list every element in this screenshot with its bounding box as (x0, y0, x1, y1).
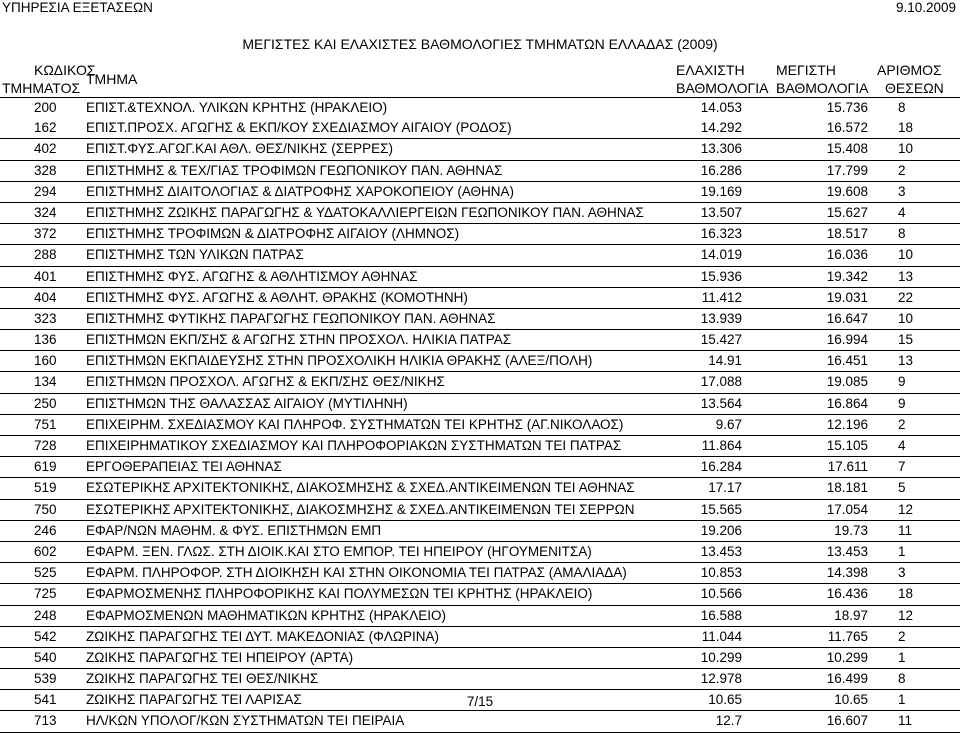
cell-code: 542 (34, 628, 57, 644)
cell-seats: 22 (898, 289, 914, 305)
cell-max-score: 13.453 (826, 543, 868, 559)
cell-max-score: 15.105 (826, 438, 868, 453)
table-row (0, 394, 960, 415)
cell-code: 134 (34, 374, 57, 390)
cell-dept: ΗΛ/ΚΩΝ ΥΠΟΛΟΓ/ΚΩΝ ΣΥΣΤΗΜΑΤΩΝ ΤΕΙ ΠΕΙΡΑΙΑ (86, 713, 405, 729)
cell-dept: ΕΠΙΣΤΗΜΗΣ & ΤΕΧ/ΓΙΑΣ ΤΡΟΦΙΜΩΝ ΓΕΩΠΟΝΙΚΟΥ ΠΑΝ. ΑΘΗΝΑΣ (86, 162, 503, 178)
cell-max-score: 17.054 (826, 501, 868, 517)
table-row (0, 500, 960, 521)
cell-seats: 10 (898, 247, 914, 263)
cell-code: 619 (34, 459, 57, 475)
cell-code: 248 (34, 607, 57, 623)
cell-seats: 11 (898, 522, 913, 538)
cell-code: 288 (34, 247, 57, 263)
cell-code: 372 (34, 226, 57, 242)
cell-seats: 3 (898, 183, 906, 199)
header-code-line1: ΚΩΔΙΚΟΣ (34, 62, 96, 78)
cell-dept: ΕΠΙΣΤΗΜΗΣ ΦΥΣ. ΑΓΩΓΗΣ & ΑΘΛΗΤ. ΘΡΑΚΗΣ (ΚΟΜΟΤΗΝΗ) (86, 289, 468, 305)
cell-max-score: 16.647 (826, 310, 868, 326)
table-row (0, 457, 960, 478)
document-date: 9.10.2009 (895, 0, 956, 15)
cell-max-score: 16.451 (826, 353, 868, 369)
cell-max-score: 14.398 (826, 565, 868, 581)
table-row (0, 118, 960, 139)
cell-min-score: 11.412 (701, 289, 742, 305)
document-title: ΜΕΓΙΣΤΕΣ ΚΑΙ ΕΛΑΧΙΣΤΕΣ ΒΑΘΜΟΛΟΓΙΕΣ ΤΜΗΜΑΤΩΝ ΕΛΛΑΔΑΣ (2009) (242, 36, 718, 52)
cell-seats: 13 (898, 353, 914, 369)
cell-min-score: 14.019 (700, 247, 742, 263)
header-code-line2: ΤΜΗΜΑΤΟΣ (2, 80, 81, 96)
cell-min-score: 15.427 (700, 332, 742, 348)
table-row (0, 521, 960, 542)
cell-code: 401 (34, 268, 57, 284)
cell-seats: 8 (898, 226, 906, 242)
table-row (0, 309, 960, 330)
cell-min-score: 12.978 (700, 671, 742, 687)
cell-code: 404 (34, 289, 57, 305)
cell-min-score: 13.507 (700, 204, 742, 220)
header-max-line1: ΜΕΓΙΣΤΗ (776, 62, 836, 78)
cell-min-score: 17.088 (700, 374, 742, 390)
cell-dept: ΕΠΙΣΤΗΜΗΣ ΤΡΟΦΙΜΩΝ & ΔΙΑΤΡΟΦΗΣ ΑΙΓΑΙΟΥ (ΛΗΜΝΟΣ) (86, 226, 460, 242)
cell-max-score: 19.73 (834, 522, 868, 538)
cell-min-score: 10.299 (700, 649, 742, 665)
cell-seats: 4 (898, 438, 906, 453)
cell-seats: 18 (898, 120, 914, 136)
cell-min-score: 14.91 (708, 353, 742, 369)
cell-dept: ΕΠΙΣΤΗΜΗΣ ΦΥΤΙΚΗΣ ΠΑΡΑΓΩΓΗΣ ΓΕΩΠΟΝΙΚΟΥ ΠΑΝ. ΑΘΗΝΑΣ (86, 310, 496, 326)
cell-dept: ΖΩΙΚΗΣ ΠΑΡΑΓΩΓΗΣ ΤΕΙ ΛΑΡΙΣΑΣ (86, 692, 302, 708)
cell-code: 525 (34, 565, 57, 581)
table-row (0, 478, 960, 499)
cell-seats: 10 (898, 310, 914, 326)
cell-max-score: 15.408 (826, 141, 868, 157)
table-row (0, 627, 960, 648)
table-row (0, 267, 960, 288)
cell-max-score: 15.736 (826, 100, 868, 115)
table-header (0, 59, 960, 97)
cell-min-score: 11.044 (701, 628, 742, 644)
table-row (0, 436, 960, 457)
cell-min-score: 13.453 (700, 543, 742, 559)
cell-dept: ΕΠΙΣΤΗΜΩΝ ΠΡΟΣΧΟΛ. ΑΓΩΓΗΣ & ΕΚΠ/ΣΗΣ ΘΕΣ/ΝΙΚΗΣ (86, 374, 445, 390)
cell-dept: ΕΠΙΧΕΙΡΗΜ. ΣΧΕΔΙΑΣΜΟΥ ΚΑΙ ΠΛΗΡΟΦ. ΣΥΣΤΗΜΑΤΩΝ ΤΕΙ ΚΡΗΤΗΣ (ΑΓ.ΝΙΚΟΛΑΟΣ) (86, 416, 624, 432)
cell-dept: ΕΠΙΣΤΗΜΗΣ ΔΙΑΙΤΟΛΟΓΙΑΣ & ΔΙΑΤΡΟΦΗΣ ΧΑΡΟΚΟΠΕΙΟΥ (ΑΘΗΝΑ) (86, 183, 515, 199)
cell-max-score: 19.085 (826, 374, 868, 390)
cell-max-score: 16.864 (826, 395, 868, 411)
table-row (0, 330, 960, 351)
cell-code: 602 (34, 543, 57, 559)
cell-code: 540 (34, 649, 57, 665)
cell-code: 713 (34, 713, 57, 729)
cell-max-score: 19.608 (826, 183, 868, 199)
cell-dept: ΕΣΩΤΕΡΙΚΗΣ ΑΡΧΙΤΕΚΤΟΝΙΚΗΣ, ΔΙΑΚΟΣΜΗΣΗΣ & ΣΧΕΔ.ΑΝΤΙΚΕΙΜΕΝΩΝ ΤΕΙ ΣΕΡΡΩΝ (86, 501, 635, 517)
cell-dept: ΖΩΙΚΗΣ ΠΑΡΑΓΩΓΗΣ ΤΕΙ ΔΥΤ. ΜΑΚΕΔΟΝΙΑΣ (ΦΛΩΡΙΝΑ) (86, 628, 440, 644)
cell-max-score: 18.181 (826, 480, 868, 496)
cell-seats: 13 (898, 268, 914, 284)
cell-max-score: 15.627 (826, 204, 868, 220)
cell-code: 246 (34, 522, 57, 538)
table-row (0, 669, 960, 690)
cell-dept: ΕΠΙΣΤ.ΠΡΟΣΧ. ΑΓΩΓΗΣ & ΕΚΠ/ΚΟΥ ΣΧΕΔΙΑΣΜΟΥ ΑΙΓΑΙΟΥ (ΡΟΔΟΣ) (86, 120, 512, 136)
cell-max-score: 17.799 (826, 162, 868, 178)
cell-dept: ΕΣΩΤΕΡΙΚΗΣ ΑΡΧΙΤΕΚΤΟΝΙΚΗΣ, ΔΙΑΚΟΣΜΗΣΗΣ & ΣΧΕΔ.ΑΝΤΙΚΕΙΜΕΝΩΝ ΤΕΙ ΑΘΗΝΑΣ (86, 480, 635, 496)
cell-min-score: 14.053 (700, 100, 742, 115)
service-name: ΥΠΗΡΕΣΙΑ ΕΞΕΤΑΣΕΩΝ (2, 0, 153, 15)
header-min-line2: ΒΑΘΜΟΛΟΓΙΑ (676, 80, 769, 96)
cell-max-score: 16.036 (826, 247, 868, 263)
cell-seats: 11 (898, 713, 913, 729)
cell-min-score: 19.169 (700, 183, 742, 199)
cell-code: 725 (34, 586, 57, 602)
table-row (0, 372, 960, 393)
cell-min-score: 13.939 (700, 310, 742, 326)
cell-dept: ΕΠΙΣΤΗΜΩΝ ΕΚΠΑΙΔΕΥΣΗΣ ΣΤΗΝ ΠΡΟΣΧΟΛΙΚΗ ΗΛΙΚΙΑ ΘΡΑΚΗΣ (ΑΛΕΞ/ΠΟΛΗ) (86, 353, 593, 369)
cell-code: 324 (34, 204, 57, 220)
cell-min-score: 13.306 (700, 141, 742, 157)
cell-max-score: 16.499 (826, 671, 868, 687)
cell-min-score: 16.323 (700, 226, 742, 242)
cell-code: 539 (34, 671, 57, 687)
header-seats-line1: ΑΡΙΘΜΟΣ (877, 62, 942, 78)
cell-seats: 9 (898, 374, 906, 390)
cell-min-score: 19.206 (700, 522, 742, 538)
cell-dept: ΕΠΙΣΤΗΜΩΝ ΕΚΠ/ΣΗΣ & ΑΓΩΓΗΣ ΣΤΗΝ ΠΡΟΣΧΟΛ. ΗΛΙΚΙΑ ΠΑΤΡΑΣ (86, 332, 512, 348)
table-row (0, 415, 960, 436)
cell-code: 250 (34, 395, 57, 411)
cell-max-score: 18.517 (826, 226, 868, 242)
header-min-line1: ΕΛΑΧΙΣΤΗ (676, 62, 745, 78)
cell-max-score: 19.031 (826, 289, 868, 305)
cell-max-score: 16.572 (826, 120, 868, 136)
cell-code: 519 (34, 480, 57, 496)
cell-dept: ΕΠΙΣΤΗΜΗΣ ΤΩΝ ΥΛΙΚΩΝ ΠΑΤΡΑΣ (86, 247, 304, 263)
table-row (0, 351, 960, 372)
table-row (0, 97, 960, 118)
cell-max-score: 19.342 (826, 268, 868, 284)
cell-dept: ΕΦΑΡΜΟΣΜΕΝΩΝ ΜΑΘΗΜΑΤΙΚΩΝ ΚΡΗΤΗΣ (ΗΡΑΚΛΕΙΟ) (86, 607, 447, 623)
cell-max-score: 10.65 (834, 692, 868, 708)
cell-max-score: 12.196 (826, 416, 868, 432)
table-row (0, 203, 960, 224)
cell-dept: ΕΡΓΟΘΕΡΑΠΕΙΑΣ ΤΕΙ ΑΘΗΝΑΣ (86, 459, 282, 475)
cell-code: 160 (34, 353, 57, 369)
cell-code: 294 (34, 183, 57, 199)
cell-min-score: 16.588 (700, 607, 742, 623)
cell-code: 323 (34, 310, 57, 326)
cell-dept: ΕΦΑΡΜΟΣΜΕΝΗΣ ΠΛΗΡΟΦΟΡΙΚΗΣ ΚΑΙ ΠΟΛΥΜΕΣΩΝ ΤΕΙ ΚΡΗΤΗΣ (ΗΡΑΚΛΕΙΟ) (86, 586, 593, 602)
page-number: 7/15 (466, 694, 494, 709)
cell-dept: ΕΠΙΣΤΗΜΗΣ ΦΥΣ. ΑΓΩΓΗΣ & ΑΘΛΗΤΙΣΜΟΥ ΑΘΗΝΑΣ (86, 268, 418, 284)
cell-max-score: 16.994 (826, 332, 868, 348)
cell-dept: ΖΩΙΚΗΣ ΠΑΡΑΓΩΓΗΣ ΤΕΙ ΗΠΕΙΡΟΥ (ΑΡΤΑ) (86, 649, 354, 665)
cell-min-score: 11.864 (701, 438, 742, 453)
header-max-line2: ΒΑΘΜΟΛΟΓΙΑ (776, 80, 869, 96)
cell-dept: ΕΦΑΡ/ΝΩΝ ΜΑΘΗΜ. & ΦΥΣ. ΕΠΙΣΤΗΜΩΝ ΕΜΠ (86, 522, 382, 538)
cell-seats: 2 (898, 162, 906, 178)
table-row (0, 139, 960, 160)
cell-seats: 12 (898, 607, 914, 623)
cell-seats: 3 (898, 565, 906, 581)
cell-min-score: 16.286 (700, 162, 742, 178)
cell-min-score: 10.853 (700, 565, 742, 581)
cell-seats: 12 (898, 501, 914, 517)
cell-max-score: 10.299 (826, 649, 868, 665)
table-row (0, 224, 960, 245)
cell-max-score: 17.611 (827, 459, 868, 475)
header-dept: ΤΜΗΜΑ (86, 71, 138, 87)
cell-min-score: 13.564 (700, 395, 742, 411)
cell-max-score: 11.765 (827, 628, 868, 644)
cell-min-score: 15.565 (700, 501, 742, 517)
cell-min-score: 12.7 (715, 713, 742, 729)
cell-seats: 9 (898, 395, 906, 411)
cell-seats: 8 (898, 100, 906, 115)
cell-dept: ΕΠΙΣΤΗΜΩΝ ΤΗΣ ΘΑΛΑΣΣΑΣ ΑΙΓΑΙΟΥ (ΜΥΤΙΛΗΝΗ) (86, 395, 408, 411)
cell-dept: ΕΠΙΣΤΗΜΗΣ ΖΩΙΚΗΣ ΠΑΡΑΓΩΓΗΣ & ΥΔΑΤΟΚΑΛΛΙΕΡΓΕΙΩΝ ΓΕΩΠΟΝΙΚΟΥ ΠΑΝ. ΑΘΗΝΑΣ (86, 204, 644, 220)
cell-min-score: 10.566 (700, 586, 742, 602)
cell-code: 136 (34, 332, 57, 348)
cell-dept: ΕΠΙΧΕΙΡΗΜΑΤΙΚΟΥ ΣΧΕΔΙΑΣΜΟΥ ΚΑΙ ΠΛΗΡΟΦΟΡΙΑΚΩΝ ΣΥΣΤΗΜΑΤΩΝ ΤΕΙ ΠΑΤΡΑΣ (86, 438, 622, 453)
table-row (0, 161, 960, 182)
cell-seats: 1 (898, 543, 906, 559)
cell-min-score: 14.292 (700, 120, 742, 136)
cell-seats: 7 (898, 459, 906, 475)
table-row (0, 245, 960, 266)
cell-seats: 18 (898, 586, 914, 602)
cell-dept: ΕΦΑΡΜ. ΠΛΗΡΟΦΟΡ. ΣΤΗ ΔΙΟΙΚΗΣΗ ΚΑΙ ΣΤΗΝ ΟΙΚΟΝΟΜΙΑ ΤΕΙ ΠΑΤΡΑΣ (ΑΜΑΛΙΑΔΑ) (86, 565, 627, 581)
cell-code: 402 (34, 141, 57, 157)
cell-min-score: 9.67 (715, 416, 742, 432)
cell-min-score: 16.284 (700, 459, 742, 475)
cell-seats: 2 (898, 628, 906, 644)
cell-dept: ΕΦΑΡΜ. ΞΕΝ. ΓΛΩΣ. ΣΤΗ ΔΙΟΙΚ.ΚΑΙ ΣΤΟ ΕΜΠΟΡ. ΤΕΙ ΗΠΕΙΡΟΥ (ΗΓΟΥΜΕΝΙΤΣΑ) (86, 543, 592, 559)
cell-seats: 15 (898, 332, 914, 348)
cell-code: 162 (34, 120, 57, 136)
cell-code: 328 (34, 162, 57, 178)
table-row (0, 563, 960, 584)
cell-min-score: 17.17 (708, 480, 742, 496)
cell-dept: ΕΠΙΣΤ.&ΤΕΧΝΟΛ. ΥΛΙΚΩΝ ΚΡΗΤΗΣ (ΗΡΑΚΛΕΙΟ) (86, 100, 388, 115)
cell-code: 751 (34, 416, 57, 432)
table-row (0, 542, 960, 563)
cell-seats: 5 (898, 480, 906, 496)
cell-seats: 8 (898, 671, 906, 687)
cell-max-score: 16.607 (826, 713, 868, 729)
cell-code: 750 (34, 501, 57, 517)
cell-max-score: 16.436 (826, 586, 868, 602)
table-row (0, 606, 960, 627)
table-row (0, 182, 960, 203)
cell-min-score: 15.936 (700, 268, 742, 284)
cell-code: 541 (34, 692, 57, 708)
table-body (0, 97, 960, 733)
cell-max-score: 18.97 (834, 607, 868, 623)
cell-code: 200 (34, 100, 57, 115)
table-row (0, 288, 960, 309)
cell-dept: ΕΠΙΣΤ.ΦΥΣ.ΑΓΩΓ.ΚΑΙ ΑΘΛ. ΘΕΣ/ΝΙΚΗΣ (ΣΕΡΡΕΣ) (86, 141, 393, 157)
cell-seats: 1 (898, 692, 906, 708)
cell-seats: 1 (898, 649, 906, 665)
header-seats-line2: ΘΕΣΕΩΝ (885, 80, 944, 96)
table-row (0, 584, 960, 605)
cell-seats: 10 (898, 141, 914, 157)
cell-code: 728 (34, 438, 57, 453)
cell-seats: 4 (898, 204, 906, 220)
cell-min-score: 10.65 (708, 692, 742, 708)
cell-seats: 2 (898, 416, 906, 432)
table-row (0, 711, 960, 732)
table-row (0, 648, 960, 669)
cell-dept: ΖΩΙΚΗΣ ΠΑΡΑΓΩΓΗΣ ΤΕΙ ΘΕΣ/ΝΙΚΗΣ (86, 671, 319, 687)
